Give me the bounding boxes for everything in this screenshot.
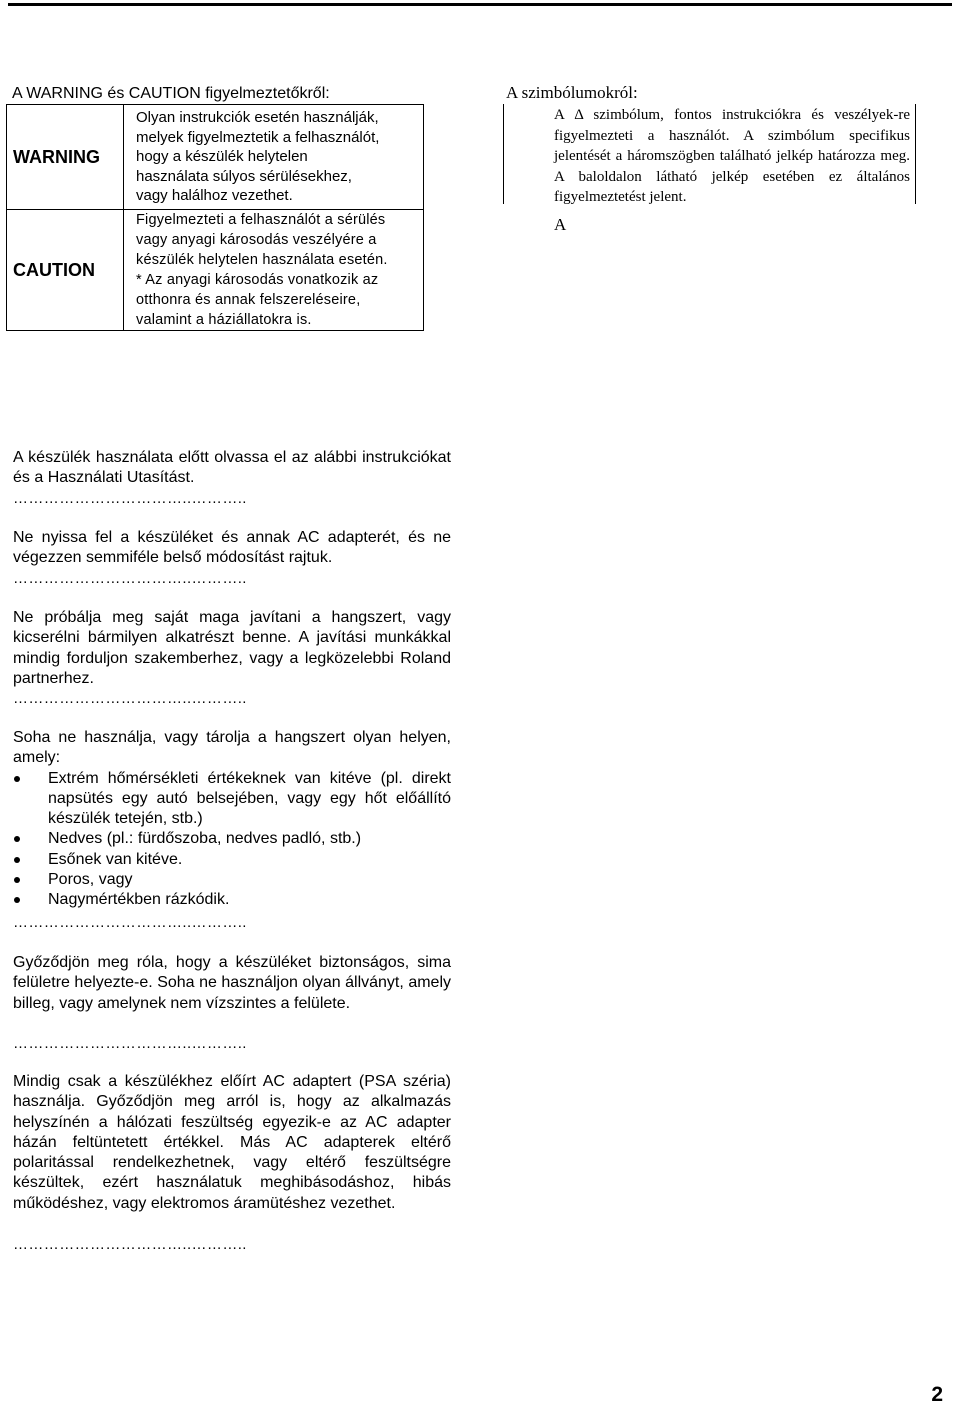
caution-line: vagy anyagi károsodás veszélyére a	[136, 232, 377, 248]
warning-description	[124, 105, 424, 210]
instruction-read-manual	[13, 448, 451, 489]
separator-dots: ……………………………..………..	[13, 914, 247, 931]
list-item	[13, 769, 451, 830]
bullet-icon	[14, 776, 20, 782]
symbol-extra-text: A	[554, 215, 567, 234]
warning-row	[7, 105, 424, 210]
bullet-icon	[14, 877, 20, 883]
symbol-description: A Δ szimbólum, fontos instrukciókra és veszélyek-re figyelmezteti a használót. A szimbólum specifikus jelentését a háromszögben található jelkép határozza meg. A baloldalon látható jelkép esetében ez általános figyelmeztetést jelent.	[554, 107, 910, 205]
bullet-icon	[14, 897, 20, 903]
paragraph: Győződjön meg róla, hogy a készüléket biztonságos, sima felületre helyezte-e. Soha ne használjon olyan állványt, amely billeg, vagy amelynek nem vízszintes a felülete.	[13, 954, 451, 1012]
list-item	[13, 890, 451, 910]
warning-line: használata súlyos sérülésekhez,	[136, 167, 352, 185]
bullet-icon	[14, 857, 20, 863]
separator-dots: ……………………………..………..	[13, 690, 247, 707]
caution-row	[7, 210, 424, 331]
separator-dots: ……………………………..………..	[13, 1236, 247, 1253]
caution-line: Figyelmezteti a felhasználót a sérülés	[136, 212, 386, 228]
warning-section-title: A WARNING és CAUTION figyelmeztetőkről:	[12, 85, 330, 102]
paragraph: Ne nyissa fel a készüléket és annak AC adapterét, és ne végezzen semmiféle belső módosítást rajtuk.	[13, 529, 451, 567]
instruction-storage-locations	[13, 728, 451, 911]
paragraph: Soha ne használja, vagy tárolja a hangszert olyan helyen, amely:	[13, 729, 451, 767]
caution-line: valamint a háziállatokra is.	[136, 312, 312, 328]
warning-label: WARNING	[7, 105, 124, 210]
instruction-stable-surface	[13, 953, 451, 1014]
instruction-ac-adapter	[13, 1072, 451, 1214]
instruction-no-self-repair	[13, 608, 451, 689]
separator-dots: ……………………………..………..	[13, 1035, 247, 1052]
warning-line: vagy halálhoz vezethet.	[136, 187, 293, 205]
caution-label: CAUTION	[7, 210, 124, 331]
caution-line: készülék helytelen használata esetén.	[136, 252, 388, 268]
warning-line: Olyan instrukciók esetén használják,	[136, 109, 379, 127]
warning-line: melyek figyelmeztetik a felhasználót,	[136, 128, 380, 146]
caution-line: * Az anyagi károsodás vonatkozik az	[136, 272, 379, 288]
paragraph: Ne próbálja meg saját maga javítani a hangszert, vagy kicserélni bármilyen alkatrészt benne. A javítási munkákkal mindig forduljon szakemberhez, vagy a legközelebbi Roland partnerhez.	[13, 609, 451, 687]
list-item-text: Esőnek van kitéve.	[48, 850, 183, 868]
separator-dots: ……………………………..………..	[13, 490, 247, 507]
caution-description	[124, 210, 424, 331]
list-item	[13, 850, 451, 870]
caution-line: otthonra és annak felszereléseire,	[136, 292, 361, 308]
list-item-text: Nedves (pl.: fürdőszoba, nedves padló, stb.)	[48, 830, 362, 848]
paragraph: Mindig csak a készülékhez előírt AC adaptert (PSA széria) használja. Győződjön meg arról is, hogy az alkalmazás helyszínén a hálózati feszültség egyezik-e az AC adapter házán feltüntetett értékkel. Más AC adapterek eltérő polaritással rendelkezhetnek, vagy eltérő feszültségre készültek, ezért használatuk meghibásodáshoz, hibás működéshez, vagy elektromos áramütéshez vezethet.	[13, 1073, 451, 1212]
instruction-do-not-open	[13, 528, 451, 569]
paragraph: A készülék használata előtt olvassa el az alábbi instrukciókat és a Használati Utasítást.	[13, 449, 451, 487]
list-item	[13, 870, 451, 890]
list-item-text: Poros, vagy	[48, 871, 133, 889]
list-item-text: Nagymértékben rázkódik.	[48, 891, 230, 909]
bullet-icon	[14, 836, 20, 842]
list-item	[13, 829, 451, 849]
list-item-text: Extrém hőmérsékleti értékeknek van kitéve (pl. direkt napsütés egy autó belsejében, vagy egy hőt előállító készülék tetején, stb.)	[48, 769, 451, 828]
top-rule	[8, 3, 952, 6]
page-number: 2	[931, 1383, 943, 1406]
warning-line: hogy a készülék helytelen	[136, 148, 308, 166]
separator-dots: ……………………………..………..	[13, 570, 247, 587]
bullet-list	[13, 769, 451, 911]
warning-caution-table	[6, 104, 424, 331]
symbol-section-title: A szimbólumokról:	[506, 83, 638, 102]
